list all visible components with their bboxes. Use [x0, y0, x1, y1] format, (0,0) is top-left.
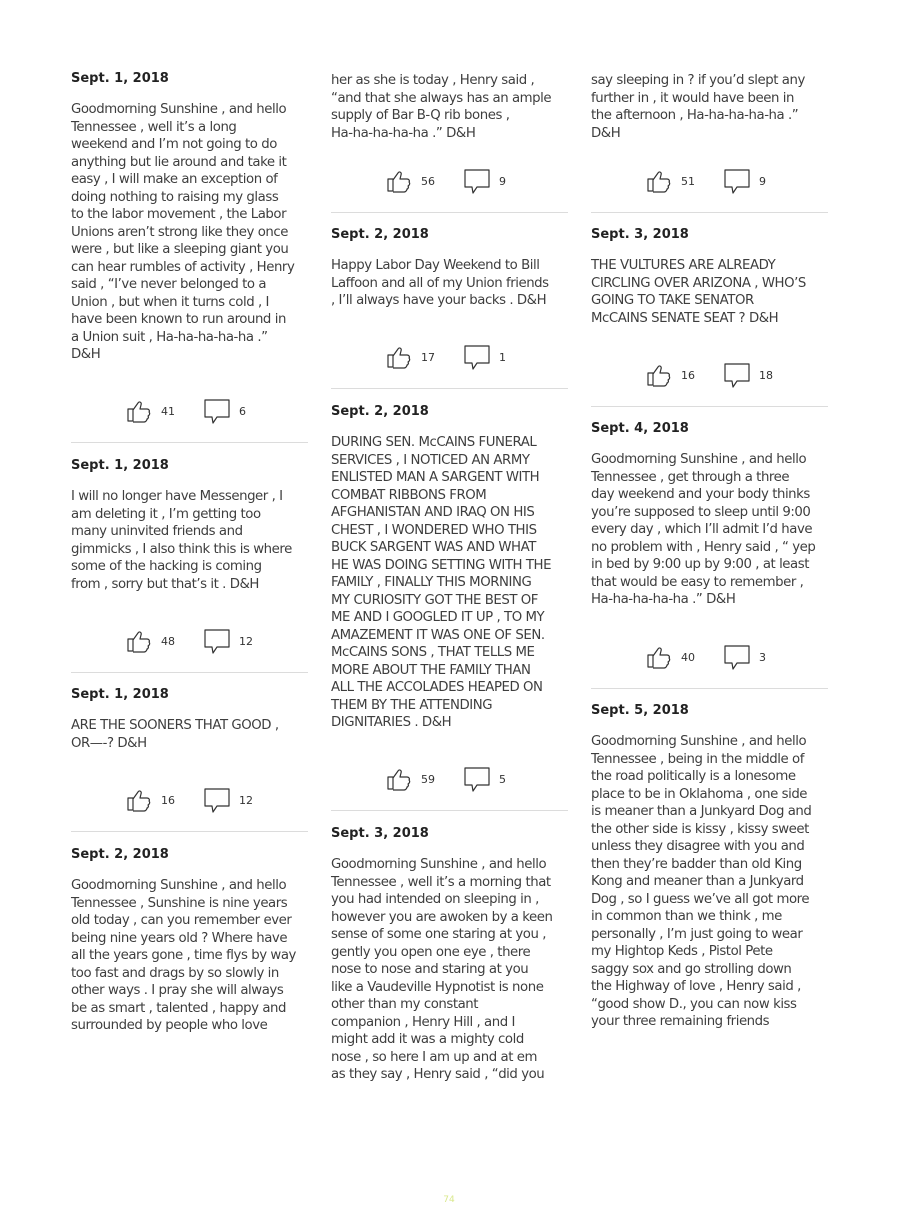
post-text: ARE THE SOONERS THAT GOOD , OR—-? D&H: [71, 718, 279, 751]
divider: [591, 688, 828, 689]
speech-bubble-icon: [203, 397, 231, 425]
post-date: Sept. 1, 2018: [71, 71, 169, 86]
like-count: 48: [161, 634, 175, 648]
post-text: Goodmorning Sunshine , and hello Tennessee , well it’s a long weekend and I’m not going to do anything but lie around and take it easy , I will make an exception of doing nothing to raising my glass to the labor movement , the Labor Unions aren’t strong like they once were , but like a sleeping giant you can hear rumbles of activity , Henry said , “I’ve never belonged to a Union , but when it turns cold , I have been known to run around in a Union suit , Ha-ha-ha-ha-ha .” D&H: [71, 102, 295, 362]
speech-bubble-icon: [723, 361, 751, 389]
post-actions: [71, 627, 308, 655]
post-text: her as she is today , Henry said , “and that she always has an ample supply of Bar B-Q rib bones , Ha-ha-ha-ha-ha .” D&H: [331, 73, 552, 141]
like-button[interactable]: [125, 627, 175, 655]
post-text: DURING SEN. McCAINS FUNERAL SERVICES , I NOTICED AN ARMY ENLISTED MAN A SARGENT WITH COMBAT RIBBONS FROM AFGHANISTAN AND IRAQ ON HIS CHEST , I WONDERED WHO THIS BUCK SARGENT WAS AND WHAT HE WAS DOING SETTING WITH THE FAMILY , FINALLY THIS MORNING MY CURIOSITY GOT THE BEST OF ME AND I GOOGLED IT UP , TO MY AMAZEMENT IT WAS ONE OF SEN. McCAINS SONS , THAT TELLS ME MORE ABOUT THE FAMILY THAN ALL THE ACCOLADES HEAPED ON THEM BY THE ATTENDING DIGNITARIES . D&H: [331, 435, 552, 730]
comment-count: 12: [239, 793, 253, 807]
thumbs-up-icon: [385, 343, 413, 371]
post-actions: [331, 167, 568, 195]
post-date: Sept. 5, 2018: [591, 703, 689, 718]
comment-count: 1: [499, 350, 506, 364]
post-actions: [71, 397, 308, 425]
comment-button[interactable]: [723, 167, 766, 195]
thumbs-up-icon: [645, 643, 673, 671]
comment-count: 6: [239, 404, 246, 418]
thumbs-up-icon: [645, 167, 673, 195]
divider: [591, 406, 828, 407]
speech-bubble-icon: [463, 343, 491, 371]
post-actions: [591, 361, 828, 389]
speech-bubble-icon: [203, 786, 231, 814]
like-button[interactable]: [645, 361, 695, 389]
post-text: Goodmorning Sunshine , and hello Tennessee , Sunshine is nine years old today , can you remember ever being nine years old ? Where have all the years gone , time flys by way too fast and drags by so slowly in other ways . I pray she will always be as smart , talented , happy and surrounded by people who love: [71, 878, 296, 1033]
comment-button[interactable]: [723, 361, 773, 389]
like-button[interactable]: [645, 167, 695, 195]
post-date: Sept. 3, 2018: [591, 227, 689, 242]
divider: [331, 212, 568, 213]
post-date: Sept. 4, 2018: [591, 421, 689, 436]
comment-count: 12: [239, 634, 253, 648]
comment-count: 5: [499, 772, 506, 786]
divider: [71, 442, 308, 443]
divider: [71, 831, 308, 832]
speech-bubble-icon: [723, 167, 751, 195]
thumbs-up-icon: [645, 361, 673, 389]
thumbs-up-icon: [125, 397, 153, 425]
like-count: 51: [681, 174, 695, 188]
comment-button[interactable]: [723, 643, 766, 671]
thumbs-up-icon: [385, 167, 413, 195]
comment-count: 3: [759, 650, 766, 664]
comment-button[interactable]: [203, 397, 246, 425]
post-date: Sept. 2, 2018: [331, 227, 429, 242]
post-date: Sept. 1, 2018: [71, 687, 169, 702]
post-text: say sleeping in ? if you’d slept any further in , it would have been in the afternoon , Ha-ha-ha-ha-ha .” D&H: [591, 73, 805, 141]
post-date: Sept. 2, 2018: [331, 404, 429, 419]
speech-bubble-icon: [463, 765, 491, 793]
post-text: THE VULTURES ARE ALREADY CIRCLING OVER ARIZONA , WHO’S GOING TO TAKE SENATOR McCAINS SENATE SEAT ? D&H: [591, 258, 806, 326]
post-text: Goodmorning Sunshine , and hello Tennessee , well it’s a morning that you had intended on sleeping in , however you are awoken by a keen sense of some one staring at you , gently you open one eye , there nose to nose and staring at you like a Vaudeville Hypnotist is none other than my constant companion , Henry Hill , and I might add it was a mighty cold nose , so here I am up and at em as they say , Henry said , “did you: [331, 857, 553, 1082]
thumbs-up-icon: [125, 786, 153, 814]
like-count: 56: [421, 174, 435, 188]
like-button[interactable]: [385, 765, 435, 793]
comment-button[interactable]: [463, 167, 506, 195]
comment-count: 9: [499, 174, 506, 188]
thumbs-up-icon: [385, 765, 413, 793]
post-actions: [591, 643, 828, 671]
post-date: Sept. 3, 2018: [331, 826, 429, 841]
post-date: Sept. 1, 2018: [71, 458, 169, 473]
post-date: Sept. 2, 2018: [71, 847, 169, 862]
speech-bubble-icon: [723, 643, 751, 671]
like-count: 59: [421, 772, 435, 786]
comment-button[interactable]: [463, 343, 506, 371]
comment-count: 18: [759, 368, 773, 382]
page-number: 74: [443, 1195, 455, 1205]
like-count: 16: [681, 368, 695, 382]
like-count: 16: [161, 793, 175, 807]
like-button[interactable]: [125, 786, 175, 814]
divider: [331, 388, 568, 389]
post-actions: [71, 786, 308, 814]
speech-bubble-icon: [203, 627, 231, 655]
comment-button[interactable]: [463, 765, 506, 793]
post-text: I will no longer have Messenger , I am deleting it , I’m getting too many uninvited friends and gimmicks , I also think this is where some of the hacking is coming from , sorry but that’s it . D&H: [71, 489, 292, 592]
post-text: Happy Labor Day Weekend to Bill Laffoon and all of my Union friends , I’ll always have your backs . D&H: [331, 258, 549, 308]
speech-bubble-icon: [463, 167, 491, 195]
like-count: 41: [161, 404, 175, 418]
like-button[interactable]: [125, 397, 175, 425]
divider: [71, 672, 308, 673]
post-text: Goodmorning Sunshine , and hello Tennessee , being in the middle of the road politically is a lonesome place to be in Oklahoma , one side is meaner than a Junkyard Dog and the other side is kissy , kissy sweet unless they disagree with you and then they’re badder than old King Kong and meaner than a Junkyard Dog , so I guess we’ve all got more in common than we think , me personally , I’m just going to wear my Hightop Keds , Pistol Pete saggy sox and go strolling down the Highway of love , Henry said , “good show D., you can now kiss your three remaining friends: [591, 734, 812, 1029]
like-button[interactable]: [385, 167, 435, 195]
like-button[interactable]: [385, 343, 435, 371]
comment-button[interactable]: [203, 627, 253, 655]
like-count: 17: [421, 350, 435, 364]
post-text: Goodmorning Sunshine , and hello Tennessee , get through a three day weekend and your body thinks you’re supposed to sleep until 9:00 every day , which I’ll admit I’d have no problem with , Henry said , “ yep in bed by 9:00 up by 9:00 , at least that would be easy to remember , Ha-ha-ha-ha-ha .” D&H: [591, 452, 816, 607]
post-actions: [331, 765, 568, 793]
like-count: 40: [681, 650, 695, 664]
post-actions: [331, 343, 568, 371]
thumbs-up-icon: [125, 627, 153, 655]
comment-count: 9: [759, 174, 766, 188]
divider: [331, 810, 568, 811]
post-actions: [591, 167, 828, 195]
divider: [591, 212, 828, 213]
like-button[interactable]: [645, 643, 695, 671]
comment-button[interactable]: [203, 786, 253, 814]
